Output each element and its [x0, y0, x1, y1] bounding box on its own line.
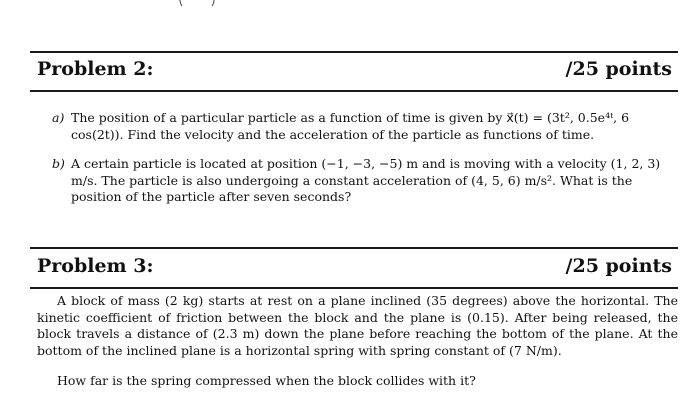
- problem3-points: /25 points: [565, 255, 672, 277]
- problem3-text: A block of mass (2 kg) starts at rest on a plane inclined (35 degrees) above the horizontal. The kinetic coefficient of friction between the block and the plane is (0.15). After being released, the block travels a distance of (2.3 m) down the plane before reaching the bottom of the plane. At the bottom of the inclined plane is a horizontal spring with spring constant of (7 N/m).: [37, 293, 678, 358]
- problem3-bottom-rule: [30, 287, 678, 289]
- problem3-top-rule: [30, 247, 678, 249]
- cropped-text-fragment: [44, 0, 244, 8]
- part-b-label: b): [52, 156, 65, 171]
- problem2-title: Problem 2:: [37, 58, 154, 80]
- problem3-question: How far is the spring compressed when the block collides with it?: [57, 373, 476, 388]
- problem3-title: Problem 3:: [37, 255, 154, 277]
- problem2-part-a: [52, 110, 680, 143]
- part-b-text: A certain particle is located at position (−1, −3, −5) m and is moving with a velocity (1, 2, 3) m/s. The particle is also undergoing a constant acceleration of (4, 5, 6) m/s². What is the position of the particle after seven seconds?: [71, 156, 661, 204]
- problem2-top-rule: [30, 51, 678, 53]
- part-a-label: a): [52, 110, 65, 125]
- problem2-points: /25 points: [565, 58, 672, 80]
- problem2-part-b: [52, 156, 680, 206]
- part-a-text: The position of a particular particle as a function of time is given by x⃗(t) = (3t², 0.5e⁴ᵗ, 6 cos(2t)). Find the velocity and the acceleration of the particle as functions of time.: [71, 110, 630, 142]
- problem2-bottom-rule: [30, 90, 678, 92]
